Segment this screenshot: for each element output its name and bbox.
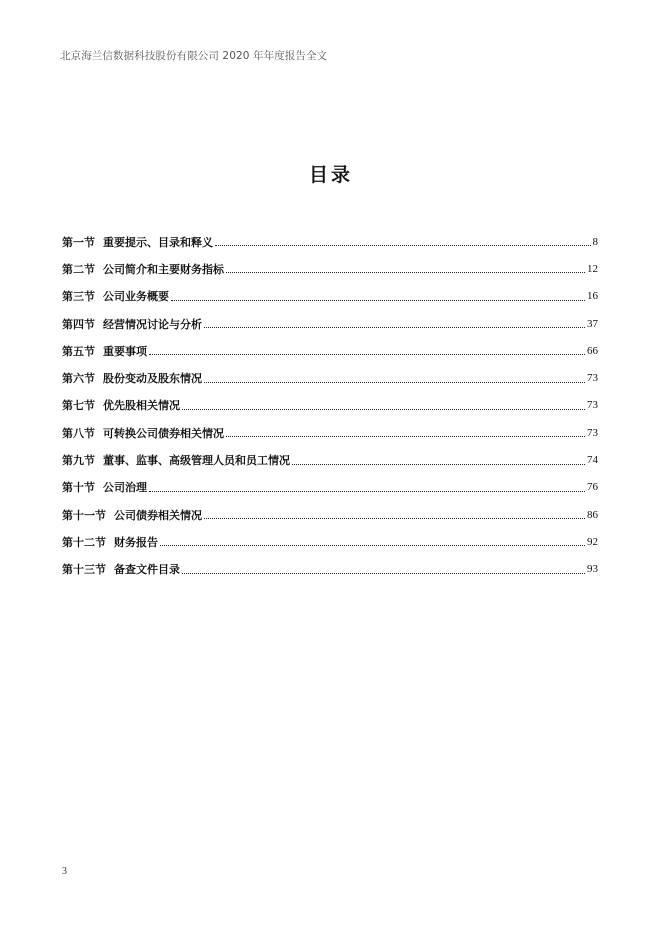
page-title: 目录: [308, 164, 353, 186]
toc-page-number: 76: [587, 481, 598, 494]
page-number: 3: [62, 866, 67, 877]
toc-section-title: 公司简介和主要财务指标: [103, 262, 224, 276]
toc-entry[interactable]: [62, 528, 598, 555]
toc-section-number: 第七节: [62, 399, 95, 413]
table-of-contents: [62, 228, 598, 583]
toc-entry[interactable]: [62, 310, 598, 337]
toc-page-number: 73: [587, 399, 598, 412]
toc-entry[interactable]: [62, 255, 598, 282]
toc-dot-leader: [182, 573, 585, 574]
toc-entry-label: [62, 288, 169, 304]
toc-section-number: 第一节: [62, 235, 95, 249]
toc-section-title: 股份变动及股东情况: [103, 372, 202, 386]
toc-entry[interactable]: [62, 283, 598, 310]
toc-entry-label: [62, 534, 158, 550]
toc-entry-label: [62, 507, 202, 523]
toc-section-title: 可转换公司债券相关情况: [103, 426, 224, 440]
toc-entry[interactable]: [62, 501, 598, 528]
toc-page-number: 73: [587, 372, 598, 385]
toc-entry[interactable]: [62, 392, 598, 419]
toc-entry-label: [62, 452, 290, 468]
toc-section-number: 第十三节: [62, 563, 106, 577]
toc-dot-leader: [204, 518, 585, 519]
toc-entry[interactable]: [62, 337, 598, 364]
toc-entry-label: [62, 479, 147, 495]
toc-dot-leader: [215, 245, 591, 246]
toc-section-number: 第五节: [62, 344, 95, 358]
toc-section-number: 第四节: [62, 317, 95, 331]
toc-page-number: 93: [587, 563, 598, 576]
toc-entry[interactable]: [62, 419, 598, 446]
toc-section-number: 第二节: [62, 262, 95, 276]
toc-entry-label: [62, 261, 224, 277]
toc-dot-leader: [149, 354, 585, 355]
toc-entry[interactable]: [62, 474, 598, 501]
toc-page-number: 12: [587, 262, 598, 275]
toc-section-number: 第三节: [62, 290, 95, 304]
toc-dot-leader: [204, 327, 585, 328]
toc-dot-leader: [171, 300, 585, 301]
toc-section-title: 董事、监事、高级管理人员和员工情况: [103, 454, 290, 468]
toc-section-number: 第十一节: [62, 508, 106, 522]
toc-section-title: 公司业务概要: [103, 290, 169, 304]
toc-entry-label: [62, 397, 180, 413]
toc-page-number: 86: [587, 508, 598, 521]
toc-section-title: 财务报告: [114, 535, 158, 549]
toc-entry[interactable]: [62, 446, 598, 473]
toc-page-number: 37: [587, 317, 598, 330]
toc-dot-leader: [182, 409, 585, 410]
toc-section-title: 重要事项: [103, 344, 147, 358]
toc-section-number: 第十二节: [62, 535, 106, 549]
toc-section-title: 公司债券相关情况: [114, 508, 202, 522]
toc-entry-label: [62, 561, 180, 577]
toc-section-title: 公司治理: [103, 481, 147, 495]
toc-page-number: 92: [587, 535, 598, 548]
toc-page-number: 74: [587, 454, 598, 467]
toc-page-number: 66: [587, 344, 598, 357]
toc-section-number: 第八节: [62, 426, 95, 440]
toc-page-number: 8: [592, 235, 598, 248]
toc-section-number: 第六节: [62, 372, 95, 386]
toc-entry-label: [62, 370, 202, 386]
toc-dot-leader: [204, 382, 585, 383]
toc-entry[interactable]: [62, 556, 598, 583]
toc-dot-leader: [226, 436, 585, 437]
toc-dot-leader: [226, 272, 585, 273]
toc-page-number: 16: [587, 290, 598, 303]
toc-section-title: 经营情况讨论与分析: [103, 317, 202, 331]
toc-entry[interactable]: [62, 228, 598, 255]
toc-entry-label: [62, 234, 213, 250]
toc-entry-label: [62, 343, 147, 359]
running-header: 北京海兰信数据科技股份有限公司 2020 年年度报告全文: [60, 50, 328, 62]
toc-entry[interactable]: [62, 364, 598, 391]
toc-section-title: 重要提示、目录和释义: [103, 235, 213, 249]
toc-page-number: 73: [587, 426, 598, 439]
toc-dot-leader: [292, 464, 585, 465]
toc-entry-label: [62, 425, 224, 441]
toc-entry-label: [62, 316, 202, 332]
toc-section-number: 第九节: [62, 454, 95, 468]
toc-section-title: 优先股相关情况: [103, 399, 180, 413]
toc-section-number: 第十节: [62, 481, 95, 495]
toc-section-title: 备查文件目录: [114, 563, 180, 577]
toc-dot-leader: [149, 491, 585, 492]
toc-dot-leader: [160, 545, 585, 546]
